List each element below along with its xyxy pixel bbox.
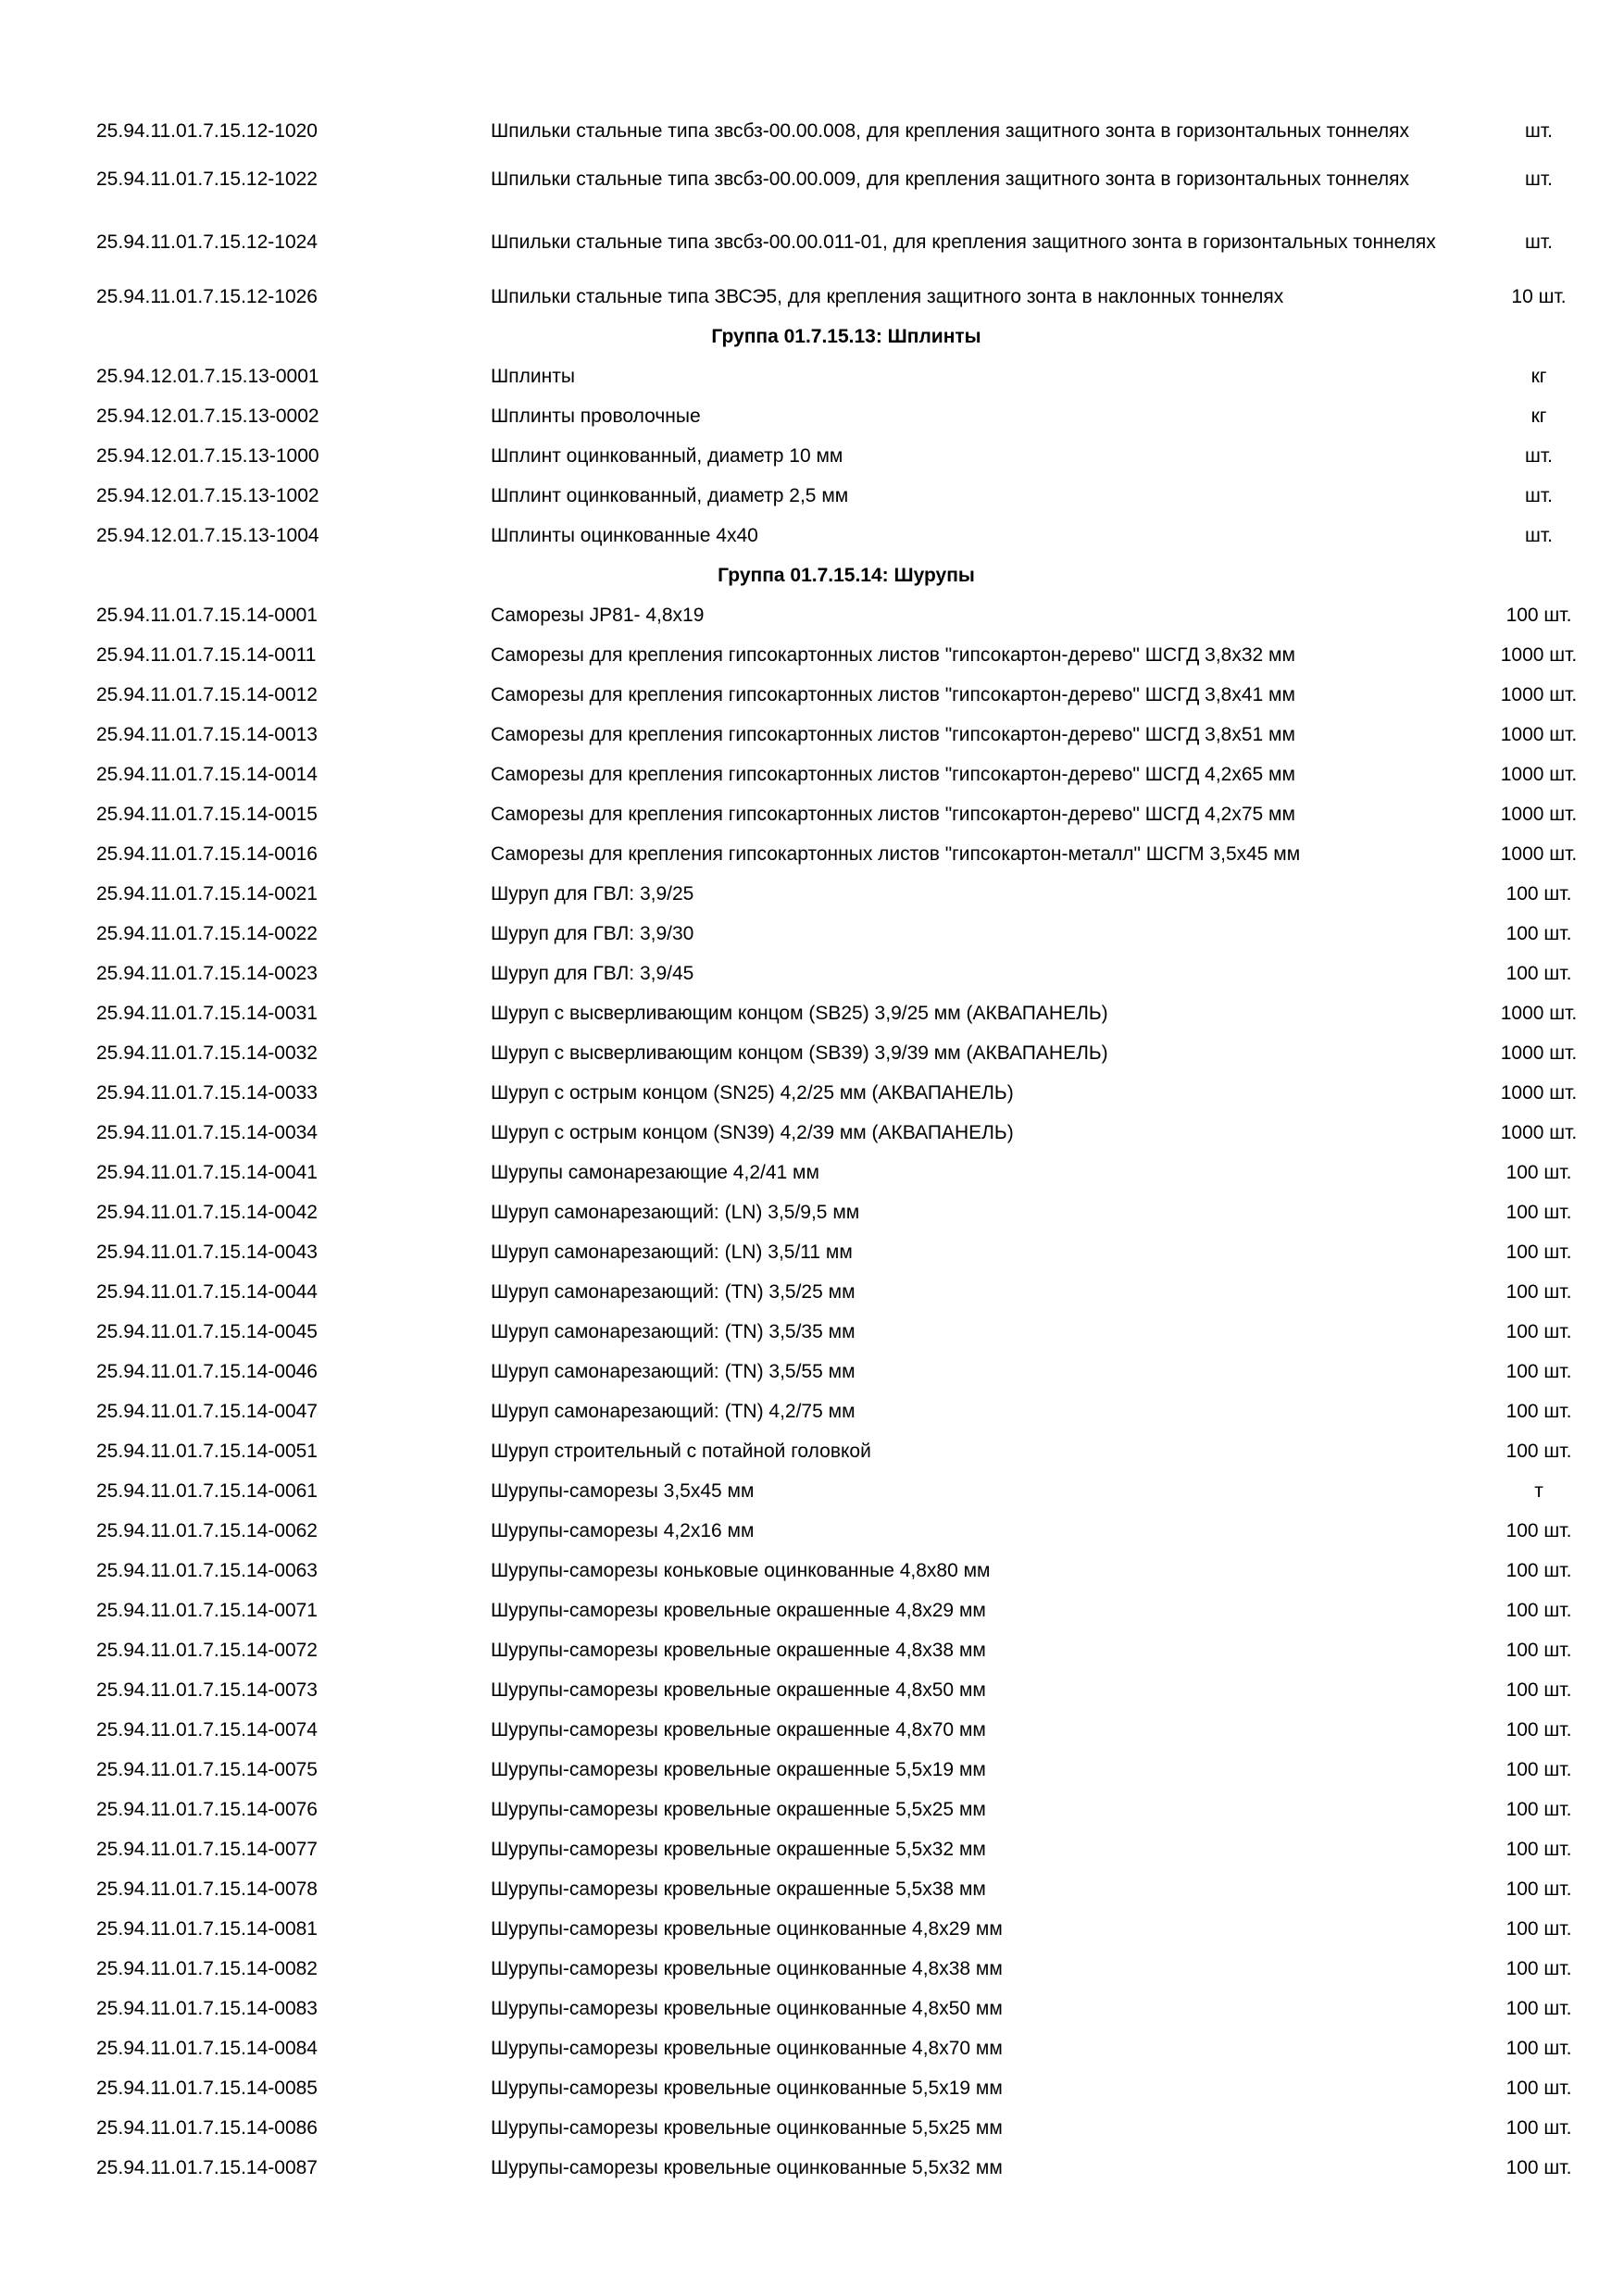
table-row (96, 1471, 1596, 1511)
item-name: Шуруп с высверливающим концом (SB39) 3,9/39 мм (АКВАПАНЕЛЬ) (491, 1042, 1108, 1064)
item-name: Шурупы-саморезы кровельные окрашенные 4,8х29 мм (491, 1600, 986, 1621)
item-name: Шурупы-саморезы кровельные окрашенные 5,5х25 мм (491, 1799, 986, 1820)
item-unit: 1000 шт. (1500, 843, 1578, 865)
item-name: Шурупы-саморезы кровельные оцинкованные 5,5х19 мм (491, 2078, 1003, 2099)
item-name: Шурупы-саморезы кровельные окрашенные 4,8х50 мм (491, 1679, 986, 1701)
item-name: Шуруп для ГВЛ: 3,9/25 (491, 883, 694, 905)
table-row (96, 277, 1596, 317)
table-row (96, 151, 1596, 206)
item-code: 25.94.11.01.7.15.14-0015 (96, 804, 318, 825)
item-code: 25.94.11.01.7.15.14-0074 (96, 1719, 318, 1741)
item-name: Шурупы-саморезы 3,5х45 мм (491, 1480, 755, 1502)
item-name: Шурупы-саморезы кровельные окрашенные 4,8х70 мм (491, 1719, 986, 1741)
table-row (96, 1710, 1596, 1750)
item-unit: 100 шт. (1505, 1958, 1572, 1979)
table-row (96, 2068, 1596, 2108)
item-name: Шурупы-саморезы коньковые оцинкованные 4,8х80 мм (491, 1560, 991, 1581)
item-name: Шуруп с острым концом (SN25) 4,2/25 мм (АКВАПАНЕЛЬ) (491, 1082, 1014, 1104)
item-unit: 100 шт. (1505, 1242, 1572, 1263)
item-unit: 100 шт. (1505, 1640, 1572, 1661)
table-row (96, 1033, 1596, 1073)
item-code: 25.94.11.01.7.15.12-1026 (96, 286, 318, 307)
item-code: 25.94.11.01.7.15.14-0085 (96, 2078, 318, 2099)
item-code: 25.94.11.01.7.15.14-0084 (96, 2038, 318, 2059)
item-code: 25.94.11.01.7.15.14-0082 (96, 1958, 318, 1979)
item-code: 25.94.11.01.7.15.14-0021 (96, 883, 318, 905)
table-row (96, 954, 1596, 993)
item-code: 25.94.11.01.7.15.14-0076 (96, 1799, 318, 1820)
table-row (96, 675, 1596, 715)
item-code: 25.94.11.01.7.15.14-0031 (96, 1003, 318, 1024)
table-row (96, 914, 1596, 954)
item-code: 25.94.11.01.7.15.14-0078 (96, 1878, 318, 1900)
item-name: Саморезы для крепления гипсокартонных листов "гипсокартон-дерево" ШСГД 3,8х32 мм (491, 644, 1295, 666)
table-row (96, 1113, 1596, 1153)
item-unit: кг (1530, 366, 1547, 387)
item-code: 25.94.11.01.7.15.14-0051 (96, 1441, 318, 1462)
table-row (96, 1431, 1596, 1471)
item-code: 25.94.11.01.7.15.14-0083 (96, 1998, 318, 2019)
table-row (96, 1750, 1596, 1790)
table-row (96, 476, 1596, 516)
item-code: 25.94.11.01.7.15.14-0047 (96, 1401, 318, 1422)
item-unit: 100 шт. (1505, 1162, 1572, 1183)
item-name: Шплинт оцинкованный, диаметр 10 мм (491, 445, 843, 467)
item-name: Шурупы-саморезы кровельные оцинкованные 5,5х25 мм (491, 2117, 1003, 2139)
table-row (96, 635, 1596, 675)
item-code: 25.94.12.01.7.15.13-0001 (96, 366, 319, 387)
item-code: 25.94.11.01.7.15.14-0071 (96, 1600, 318, 1621)
item-name: Саморезы для крепления гипсокартонных листов "гипсокартон-дерево" ШСГД 4,2х75 мм (491, 804, 1295, 825)
item-unit: 100 шт. (1505, 1600, 1572, 1621)
item-unit: 100 шт. (1505, 2038, 1572, 2059)
item-code: 25.94.11.01.7.15.14-0022 (96, 923, 318, 944)
item-unit: 100 шт. (1505, 1560, 1572, 1581)
item-name: Шпильки стальные типа звсбз-00.00.009, для крепления защитного зонта в горизонтальных тоннелях (491, 168, 1409, 190)
item-unit: 1000 шт. (1500, 684, 1578, 705)
table-row (96, 1073, 1596, 1113)
item-name: Саморезы JP81- 4,8х19 (491, 605, 705, 626)
item-unit: 100 шт. (1505, 2078, 1572, 2099)
table-row (96, 1829, 1596, 1869)
item-unit: 100 шт. (1505, 1839, 1572, 1860)
item-unit: шт. (1525, 485, 1553, 506)
item-unit: т (1534, 1480, 1543, 1502)
item-unit: 10 шт. (1511, 286, 1567, 307)
table-row (96, 1989, 1596, 2028)
table-row (96, 1511, 1596, 1551)
item-unit: 100 шт. (1505, 1281, 1572, 1303)
item-unit: 100 шт. (1505, 883, 1572, 905)
item-name: Шуруп для ГВЛ: 3,9/30 (491, 923, 694, 944)
item-name: Саморезы для крепления гипсокартонных листов "гипсокартон-дерево" ШСГД 4,2х65 мм (491, 764, 1295, 785)
item-unit: 100 шт. (1505, 1361, 1572, 1382)
item-unit: 1000 шт. (1500, 804, 1578, 825)
item-code: 25.94.11.01.7.15.12-1022 (96, 168, 318, 190)
table-row (96, 356, 1596, 396)
table-row (96, 1670, 1596, 1710)
item-code: 25.94.11.01.7.15.14-0062 (96, 1520, 318, 1541)
item-code: 25.94.11.01.7.15.14-0034 (96, 1122, 318, 1143)
item-name: Шурупы-саморезы кровельные оцинкованные 5,5х32 мм (491, 2157, 1003, 2178)
table-row (96, 1352, 1596, 1391)
item-unit: 100 шт. (1505, 1679, 1572, 1701)
item-unit: 1000 шт. (1500, 1122, 1578, 1143)
item-name: Шурупы-саморезы кровельные окрашенные 4,8х38 мм (491, 1640, 986, 1661)
item-name: Шпильки стальные типа звсбз-00.00.008, для крепления защитного зонта в горизонтальных тоннелях (491, 120, 1409, 142)
item-name: Шуруп для ГВЛ: 3,9/45 (491, 963, 694, 984)
item-unit: 100 шт. (1505, 1321, 1572, 1342)
item-code: 25.94.11.01.7.15.14-0014 (96, 764, 318, 785)
item-code: 25.94.11.01.7.15.14-0001 (96, 605, 318, 626)
item-name: Шплинты (491, 366, 575, 387)
item-code: 25.94.12.01.7.15.13-0002 (96, 406, 319, 427)
table-row (96, 874, 1596, 914)
item-code: 25.94.11.01.7.15.14-0042 (96, 1202, 318, 1223)
table-row (96, 834, 1596, 874)
table-row (96, 2148, 1596, 2188)
item-name: Шуруп с острым концом (SN39) 4,2/39 мм (АКВАПАНЕЛЬ) (491, 1122, 1014, 1143)
item-unit: 100 шт. (1505, 1441, 1572, 1462)
item-code: 25.94.11.01.7.15.14-0087 (96, 2157, 318, 2178)
item-name: Шурупы-саморезы кровельные оцинкованные 4,8х70 мм (491, 2038, 1003, 2059)
item-code: 25.94.12.01.7.15.13-1004 (96, 525, 319, 546)
item-unit: 1000 шт. (1500, 764, 1578, 785)
table-row (96, 1630, 1596, 1670)
table-row (96, 1312, 1596, 1352)
item-name: Шуруп с высверливающим концом (SB25) 3,9/25 мм (АКВАПАНЕЛЬ) (491, 1003, 1108, 1024)
item-code: 25.94.11.01.7.15.14-0073 (96, 1679, 318, 1701)
item-code: 25.94.11.01.7.15.14-0045 (96, 1321, 318, 1342)
item-code: 25.94.11.01.7.15.14-0077 (96, 1839, 318, 1860)
item-unit: 100 шт. (1505, 923, 1572, 944)
item-name: Шурупы-саморезы кровельные оцинкованные 4,8х38 мм (491, 1958, 1003, 1979)
item-code: 25.94.11.01.7.15.14-0063 (96, 1560, 318, 1581)
item-unit: 100 шт. (1505, 1401, 1572, 1422)
table-row (96, 1551, 1596, 1591)
table-row (96, 595, 1596, 635)
item-code: 25.94.11.01.7.15.14-0072 (96, 1640, 318, 1661)
item-unit: шт. (1525, 445, 1553, 467)
item-name: Шурупы-саморезы 4,2х16 мм (491, 1520, 755, 1541)
price-list-table (96, 111, 1596, 2188)
item-code: 25.94.11.01.7.15.14-0046 (96, 1361, 318, 1382)
item-unit: шт. (1525, 525, 1553, 546)
item-name: Шпильки стальные типа ЗВСЭ5, для крепления защитного зонта в наклонных тоннелях (491, 286, 1284, 307)
item-unit: 100 шт. (1505, 1759, 1572, 1780)
item-name: Саморезы для крепления гипсокартонных листов "гипсокартон-металл" ШСГМ 3,5х45 мм (491, 843, 1301, 865)
table-row (96, 794, 1596, 834)
table-row (96, 1790, 1596, 1829)
item-unit: 100 шт. (1505, 1878, 1572, 1900)
item-unit: 1000 шт. (1500, 724, 1578, 745)
item-name: Шуруп самонарезающий: (TN) 4,2/75 мм (491, 1401, 856, 1422)
table-row (96, 516, 1596, 555)
item-name: Шурупы-саморезы кровельные оцинкованные 4,8х29 мм (491, 1918, 1003, 1940)
table-row (96, 111, 1596, 151)
item-name: Шурупы-саморезы кровельные окрашенные 5,5х38 мм (491, 1878, 986, 1900)
item-code: 25.94.11.01.7.15.14-0013 (96, 724, 318, 745)
item-unit: 100 шт. (1505, 1799, 1572, 1820)
item-code: 25.94.11.01.7.15.14-0075 (96, 1759, 318, 1780)
item-name: Шуруп самонарезающий: (LN) 3,5/11 мм (491, 1242, 853, 1263)
item-code: 25.94.12.01.7.15.13-1000 (96, 445, 319, 467)
item-code: 25.94.11.01.7.15.14-0011 (96, 644, 317, 666)
table-row (96, 206, 1596, 277)
item-unit: 100 шт. (1505, 1998, 1572, 2019)
table-row (96, 993, 1596, 1033)
item-code: 25.94.11.01.7.15.14-0044 (96, 1281, 318, 1303)
item-name: Шурупы-саморезы кровельные окрашенные 5,5х32 мм (491, 1839, 986, 1860)
table-row (96, 436, 1596, 476)
item-code: 25.94.11.01.7.15.14-0016 (96, 843, 318, 865)
item-name: Шурупы самонарезающие 4,2/41 мм (491, 1162, 819, 1183)
table-row (96, 1949, 1596, 1989)
table-row (96, 1153, 1596, 1192)
item-unit: шт. (1525, 120, 1553, 142)
item-code: 25.94.11.01.7.15.14-0086 (96, 2117, 318, 2139)
item-name: Шуруп самонарезающий: (TN) 3,5/25 мм (491, 1281, 856, 1303)
table-row (96, 1272, 1596, 1312)
group-heading: Группа 01.7.15.13: Шплинты (711, 325, 981, 347)
item-name: Шпильки стальные типа звсбз-00.00.011-01, для крепления защитного зонта в горизонтальных тоннелях (491, 231, 1436, 253)
item-code: 25.94.12.01.7.15.13-1002 (96, 485, 319, 506)
item-unit: кг (1530, 406, 1547, 427)
item-unit: 100 шт. (1505, 605, 1572, 626)
item-unit: 1000 шт. (1500, 1003, 1578, 1024)
item-unit: 100 шт. (1505, 963, 1572, 984)
item-name: Шплинты проволочные (491, 406, 701, 427)
item-unit: 100 шт. (1505, 2117, 1572, 2139)
item-unit: 1000 шт. (1500, 644, 1578, 666)
item-code: 25.94.11.01.7.15.14-0081 (96, 1918, 318, 1940)
item-name: Шплинт оцинкованный, диаметр 2,5 мм (491, 485, 849, 506)
table-row (96, 1232, 1596, 1272)
item-unit: 100 шт. (1505, 2157, 1572, 2178)
item-code: 25.94.11.01.7.15.14-0023 (96, 963, 318, 984)
table-row (96, 1869, 1596, 1909)
item-code: 25.94.11.01.7.15.14-0012 (96, 684, 318, 705)
item-code: 25.94.11.01.7.15.12-1024 (96, 231, 318, 253)
item-unit: шт. (1525, 231, 1553, 253)
item-name: Шуруп самонарезающий: (LN) 3,5/9,5 мм (491, 1202, 860, 1223)
item-unit: 100 шт. (1505, 1520, 1572, 1541)
item-unit: шт. (1525, 168, 1553, 190)
table-row (96, 396, 1596, 436)
item-name: Шуруп самонарезающий: (TN) 3,5/35 мм (491, 1321, 856, 1342)
item-unit: 1000 шт. (1500, 1082, 1578, 1104)
item-unit: 100 шт. (1505, 1202, 1572, 1223)
item-name: Шуруп строительный с потайной головкой (491, 1441, 871, 1462)
table-row (96, 1909, 1596, 1949)
item-name: Шурупы-саморезы кровельные окрашенные 5,5х19 мм (491, 1759, 986, 1780)
item-unit: 100 шт. (1505, 1918, 1572, 1940)
item-name: Шурупы-саморезы кровельные оцинкованные 4,8х50 мм (491, 1998, 1003, 2019)
item-unit: 100 шт. (1505, 1719, 1572, 1741)
group-heading: Группа 01.7.15.14: Шурупы (718, 564, 975, 586)
item-code: 25.94.11.01.7.15.14-0043 (96, 1242, 318, 1263)
item-code: 25.94.11.01.7.15.12-1020 (96, 120, 318, 142)
item-unit: 1000 шт. (1500, 1042, 1578, 1064)
item-code: 25.94.11.01.7.15.14-0033 (96, 1082, 318, 1104)
table-row (96, 1192, 1596, 1232)
table-row (96, 2108, 1596, 2148)
item-name: Саморезы для крепления гипсокартонных листов "гипсокартон-дерево" ШСГД 3,8х41 мм (491, 684, 1295, 705)
table-row (96, 2028, 1596, 2068)
table-row (96, 1391, 1596, 1431)
item-code: 25.94.11.01.7.15.14-0041 (96, 1162, 318, 1183)
table-row (96, 715, 1596, 755)
item-name: Саморезы для крепления гипсокартонных листов "гипсокартон-дерево" ШСГД 3,8х51 мм (491, 724, 1295, 745)
item-name: Шплинты оцинкованные 4х40 (491, 525, 758, 546)
item-code: 25.94.11.01.7.15.14-0032 (96, 1042, 318, 1064)
table-row (96, 755, 1596, 794)
table-row (96, 1591, 1596, 1630)
item-name: Шуруп самонарезающий: (TN) 3,5/55 мм (491, 1361, 856, 1382)
item-code: 25.94.11.01.7.15.14-0061 (96, 1480, 318, 1502)
